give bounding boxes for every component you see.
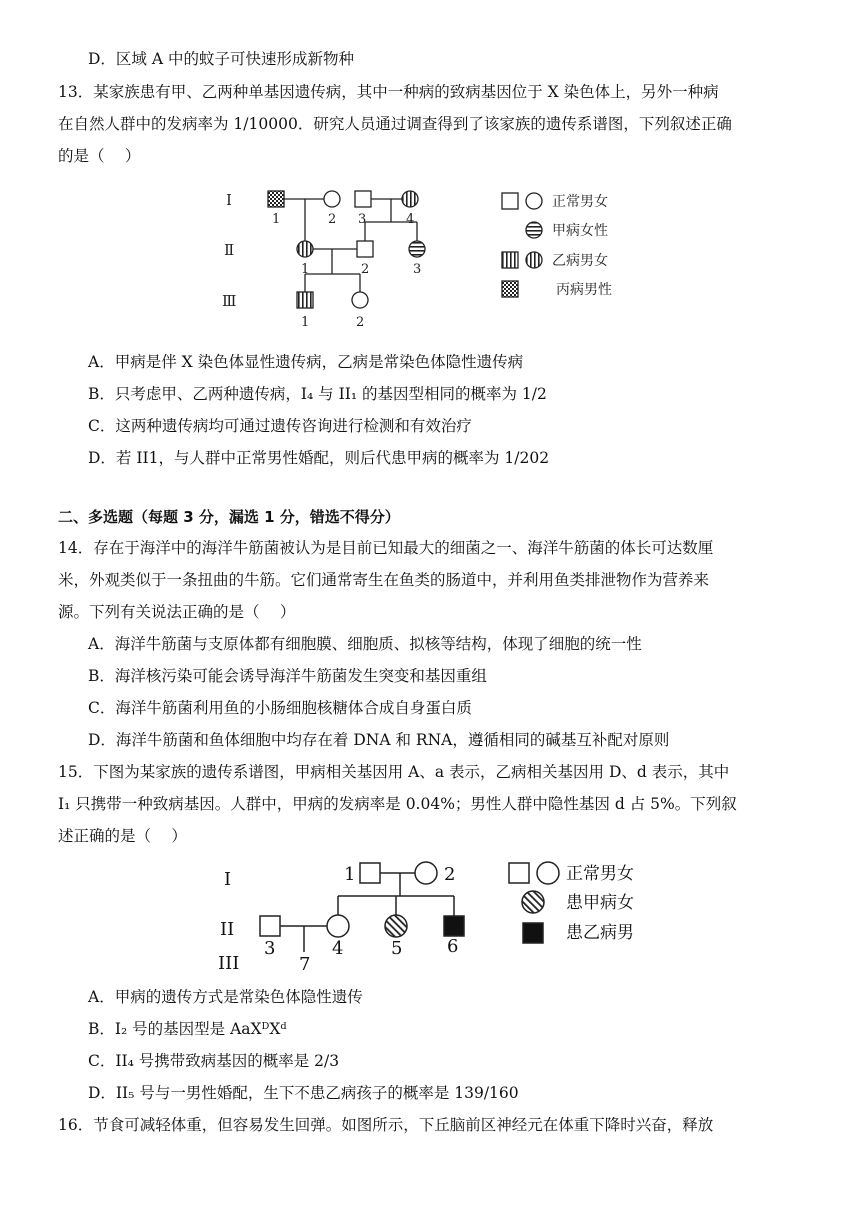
q13-stem-line-2: 在自然人群中的发病率为 1/10000．研究人员通过调查得到了该家族的遗传系谱图，下列叙述正确 (58, 115, 732, 133)
q15-option-b: B．I₂ 号的基因型是 AaXᴰXᵈ (88, 1020, 287, 1038)
q13-stem-line-3: 的是（ ） (58, 147, 141, 165)
legend2-jia-female-label: 患甲病女 (566, 893, 634, 913)
q13-I3-normal-male (355, 191, 371, 207)
II1-number: 1 (301, 262, 310, 277)
q15-stem-line-3: 述正确的是（ ） (58, 827, 187, 845)
I4-number: 4 (406, 212, 415, 227)
q13-option-c: C．这两种遗传病均可通过遗传咨询进行检测和有效治疗 (88, 417, 472, 435)
I2-number: 2 (328, 212, 337, 227)
gen-label-III: Ⅲ (222, 292, 237, 310)
q13-option-a: A．甲病是伴 X 染色体显性遗传病，乙病是常染色体隐性遗传病 (88, 353, 524, 371)
q13-I2-normal-female (324, 191, 340, 207)
q13-stem-line-1: 13．某家族患有甲、乙两种单基因遗传病，其中一种病的致病基因位于 X 染色体上，另外一种病 (58, 83, 719, 101)
q15-option-d: D．II₅ 号与一男性婚配，生下不患乙病孩子的概率是 139/160 (88, 1084, 519, 1102)
q13-II1-yi-female (297, 241, 313, 257)
II3-number-2: 3 (264, 938, 276, 959)
II4-number-2: 4 (332, 938, 344, 959)
q13-III2-normal-female (352, 292, 368, 308)
q15-II5-jia-female (385, 915, 407, 937)
legend-bing-label: 丙病男性 (556, 282, 612, 298)
q14-option-b: B．海洋核污染可能会诱导海洋牛筋菌发生突变和基因重组 (88, 667, 487, 685)
q14-option-a: A．海洋牛筋菌与支原体都有细胞膜、细胞质、拟核等结构，体现了细胞的统一性 (88, 635, 642, 653)
legend2-normal-female-symbol (537, 862, 559, 884)
q13-I4-yi-female (402, 191, 418, 207)
q14-stem-line-2: 米，外观类似于一条扭曲的牛筋。它们通常寄生在鱼类的肠道中，并利用鱼类排泄物作为营养来 (58, 571, 710, 589)
gen2-label-III: III (218, 953, 240, 974)
legend2-normal-label: 正常男女 (566, 864, 634, 884)
I2-number-2: 2 (444, 864, 456, 885)
III2-number: 2 (356, 315, 365, 330)
q13-I1-bing-male (268, 191, 284, 207)
legend2-normal-male-symbol (509, 863, 529, 883)
q15-option-c: C．II₄ 号携带致病基因的概率是 2/3 (88, 1052, 340, 1070)
q15-stem-line-1: 15．下图为某家族的遗传系谱图，甲病相关基因用 A、a 表示，乙病相关基因用 D、d 表示，其中 (58, 763, 730, 781)
legend-bing-male-symbol (502, 281, 518, 297)
legend-yi-male-symbol (502, 252, 518, 268)
legend-normal-label: 正常男女 (552, 194, 608, 210)
III7-number-2: 7 (299, 954, 311, 975)
gen-label-II: Ⅱ (224, 241, 235, 259)
q15-stem-line-2: I₁ 只携带一种致病基因。人群中，甲病的发病率是 0.04%；男性人群中隐性基因 d 占 5%。下列叙 (58, 795, 737, 813)
q15-pedigree-figure (214, 856, 654, 980)
legend-jia-female-label: 甲病女性 (552, 223, 608, 239)
q13-II2-normal-male (357, 241, 373, 257)
q13-option-b: B．只考虑甲、乙两种遗传病，I₄ 与 II₁ 的基因型相同的概率为 1/2 (88, 385, 547, 403)
q13-II3-jia-female (409, 241, 425, 257)
legend2-jia-female-symbol (522, 891, 544, 913)
q13-option-d: D．若 II1，与人群中正常男性婚配，则后代患甲病的概率为 1/202 (88, 449, 550, 467)
section-heading-multiple-choice: 二、多选题（每题 3 分，漏选 1 分，错选不得分） (58, 508, 400, 526)
II6-number-2: 6 (447, 936, 459, 957)
legend-normal-male-symbol (502, 193, 518, 209)
legend2-yi-male-label: 患乙病男 (566, 923, 634, 943)
q14-stem-line-1: 14．存在于海洋中的海洋牛筋菌被认为是目前已知最大的细菌之一、海洋牛筋菌的体长可达数厘 (58, 539, 714, 557)
q15-I2-normal-female (415, 862, 437, 884)
q13-III1-yi-male (297, 292, 313, 308)
q14-option-d: D．海洋牛筋菌和鱼体细胞中均存在着 DNA 和 RNA，遵循相同的碱基互补配对原则 (88, 731, 670, 749)
q12-option-d: D．区域 A 中的蚊子可快速形成新物种 (88, 50, 354, 68)
q15-I1-normal-male (360, 863, 380, 883)
q15-II4-normal-female (327, 915, 349, 937)
q16-stem-line-1: 16．节食可减轻体重，但容易发生回弹。如图所示，下丘脑前区神经元在体重下降时兴奋，释放 (58, 1116, 714, 1134)
legend-normal-female-symbol (526, 193, 542, 209)
II5-number-2: 5 (391, 938, 403, 959)
legend2-yi-male-symbol (523, 923, 543, 943)
legend-jia-female-symbol (526, 222, 542, 238)
II2-number: 2 (361, 262, 370, 277)
I1-number-2: 1 (344, 864, 356, 885)
legend-yi-female-symbol (526, 252, 542, 268)
I3-number: 3 (358, 212, 367, 227)
I1-number: 1 (272, 212, 281, 227)
gen2-label-II: II (220, 919, 235, 940)
gen-label-I: I (226, 191, 232, 209)
II3-number: 3 (413, 262, 422, 277)
q15-II3-normal-male (260, 916, 280, 936)
q15-option-a: A．甲病的遗传方式是常染色体隐性遗传 (88, 988, 363, 1006)
q14-stem-line-3: 源。下列有关说法正确的是（ ） (58, 603, 296, 621)
legend-yi-label: 乙病男女 (552, 253, 608, 269)
III1-number: 1 (301, 315, 310, 330)
q14-option-c: C．海洋牛筋菌利用鱼的小肠细胞核糖体合成自身蛋白质 (88, 699, 472, 717)
q15-II6-yi-male (444, 916, 464, 936)
q13-pedigree-figure (210, 178, 640, 334)
gen2-label-I: I (224, 869, 232, 890)
